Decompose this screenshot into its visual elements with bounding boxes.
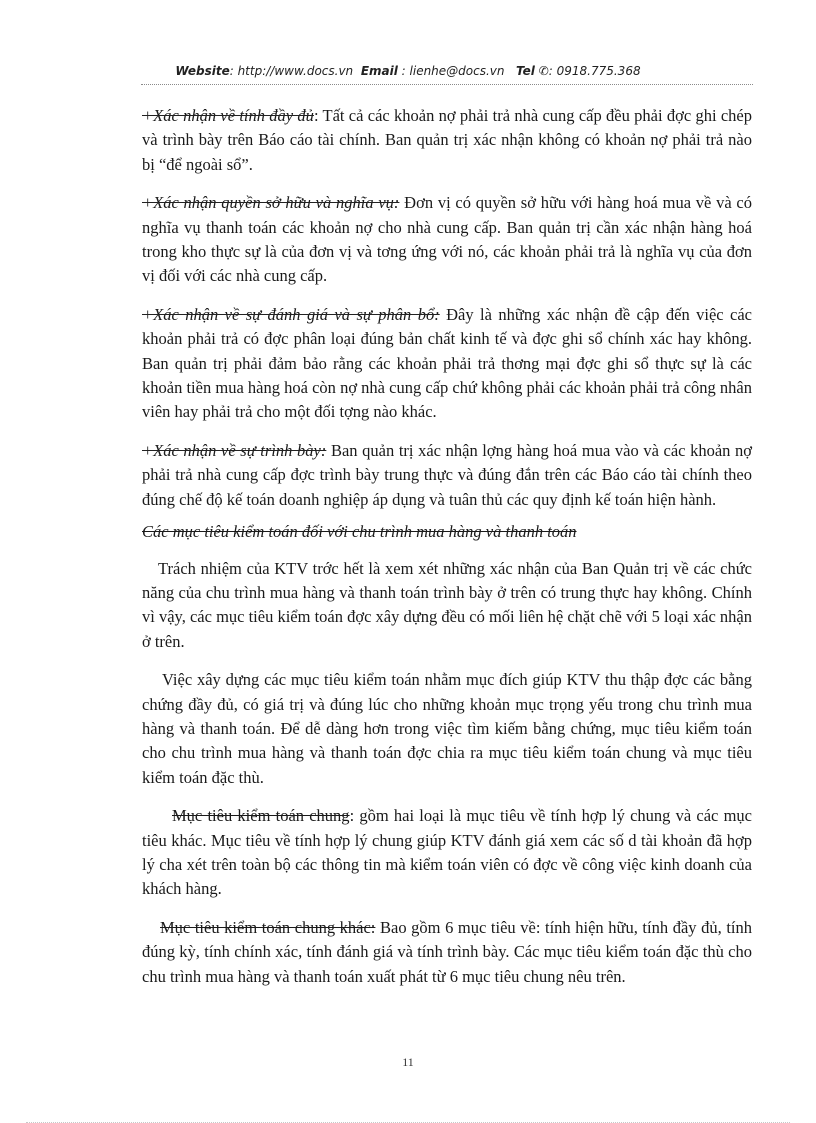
tel-label: Tel bbox=[515, 64, 535, 78]
paragraph-ownership bbox=[142, 191, 752, 289]
section-heading: Các mục tiêu kiểm toán đối với chu trình mua hàng và thanh toán bbox=[142, 522, 577, 542]
paragraph-completeness bbox=[142, 104, 752, 177]
paragraph-objectives: Việc xây dựng các mục tiêu kiểm toán nhằm mục đích giúp KTV thu thập đợc các bằng chứng đầy đủ, có giá trị và đúng lúc cho những khoản mục trọng yếu trong chu trình mua hàng và thanh toán. Để dễ dàng hơn trong việc tìm kiếm bằng chứng, mục tiêu kiểm toán cho chu trình mua hàng và thanh toán đợc chia ra mục tiêu kiểm toán chung và mục tiêu kiểm toán đặc thù. bbox=[142, 670, 752, 787]
paragraph-lead: +Xác nhận quyền sở hữu và nghĩa vụ: bbox=[142, 193, 400, 213]
website-value: : http://www.docs.vn bbox=[229, 64, 354, 78]
paragraph-text: : Tất cả các khoản nợ phải trả nhà cung cấp đều phải đợc ghi chép và trình bày trên Báo cáo tài chính. Ban quản trị xác nhận không có khoản nợ phải trả nào bị “để ngoài sổ”. bbox=[142, 106, 752, 174]
paragraph-text: Ban quản trị xác nhận lợng hàng hoá mua vào và các khoản nợ phải trả nhà cung cấp đợc trình bày trung thực và đúng đắn trên các Báo cáo tài chính theo đúng chế độ kế toán doanh nghiệp áp dụng và tuân thủ các quy định kế toán hiện hành. bbox=[142, 440, 752, 509]
paragraph-text: Bao gồm 6 mục tiêu về: tính hiện hữu, tính đầy đủ, tính đúng kỳ, tính chính xác, tính đánh giá và tính trình bày. Các mục tiêu kiểm toán đặc thù cho chu trình mua hàng và thanh toán xuất phát từ 6 mục tiêu chung nêu trên. bbox=[142, 917, 752, 986]
phone-icon: ✆ bbox=[538, 64, 549, 78]
paragraph-lead: +Xác nhận về sự đánh giá và sự phân bổ: bbox=[142, 304, 440, 324]
paragraph-lead: +Xác nhận về tính đầy đủ bbox=[142, 106, 314, 125]
paragraph-text: : gồm hai loại là mục tiêu về tính hợp lý chung và các mục tiêu khác. Mục tiêu về tính hợp lý chung giúp KTV đánh giá xem các số d tài khoản đã hợp lý cha xét trên toàn bộ các thông tin mà kiểm toán viên có đợc về công việc kinh doanh của khách hàng. bbox=[142, 806, 752, 899]
paragraph-presentation bbox=[142, 439, 752, 512]
website-label: Website bbox=[175, 64, 230, 78]
paragraph-lead: +Xác nhận về sự trình bày: bbox=[142, 440, 327, 460]
paragraph-lead: Mục tiêu kiểm toán chung bbox=[172, 806, 350, 826]
email-value: : lienhe@docs.vn bbox=[401, 64, 505, 78]
header-divider bbox=[141, 84, 753, 85]
paragraph-other-objective bbox=[142, 916, 752, 989]
paragraph-general-objective bbox=[142, 804, 752, 902]
document-body bbox=[142, 104, 752, 1003]
page-number: 11 bbox=[402, 1055, 414, 1069]
page-header bbox=[0, 64, 816, 78]
paragraph-lead: Mục tiêu kiểm toán chung khác: bbox=[160, 917, 376, 937]
paragraph-text: Đây là những xác nhận đề cập đến việc các khoản phải trả có đợc phân loại đúng bản chất kinh tế và đợc ghi sổ chính xác hay không. Ban quản trị phải đảm bảo rằng các khoản phải trả thơng mại đợc ghi sổ thực sự là các khoản tiền mua hàng hoá còn nợ nhà cung cấp chứ không phải các khoản phải trả công nhân viên hay phải trả cho một đối tợng nào khác. bbox=[142, 304, 752, 422]
paragraph-valuation bbox=[142, 303, 752, 425]
paragraph-responsibility: Trách nhiệm của KTV trớc hết là xem xét những xác nhận của Ban Quản trị về các chức năng của chu trình mua hàng và thanh toán trình bày ở trên có trung thực hay không. Chính vì vậy, các mục tiêu kiểm toán đợc xây dựng đều có mối liên hệ chặt chẽ với 5 loại xác nhận ở trên. bbox=[142, 558, 752, 651]
paragraph-text: Đơn vị có quyền sở hữu với hàng hoá mua về và có nghĩa vụ thanh toán các khoản nợ cho nhà cung cấp. Ban quản trị cần xác nhận hàng hoá trong kho thực sự là của đơn vị và tơng ứng với nó, các khoản phải trả là nghĩa vụ của đơn vị đối với các nhà cung cấp. bbox=[142, 193, 753, 286]
tel-value: : 0918.775.368 bbox=[548, 64, 641, 78]
email-label: Email bbox=[360, 64, 398, 78]
